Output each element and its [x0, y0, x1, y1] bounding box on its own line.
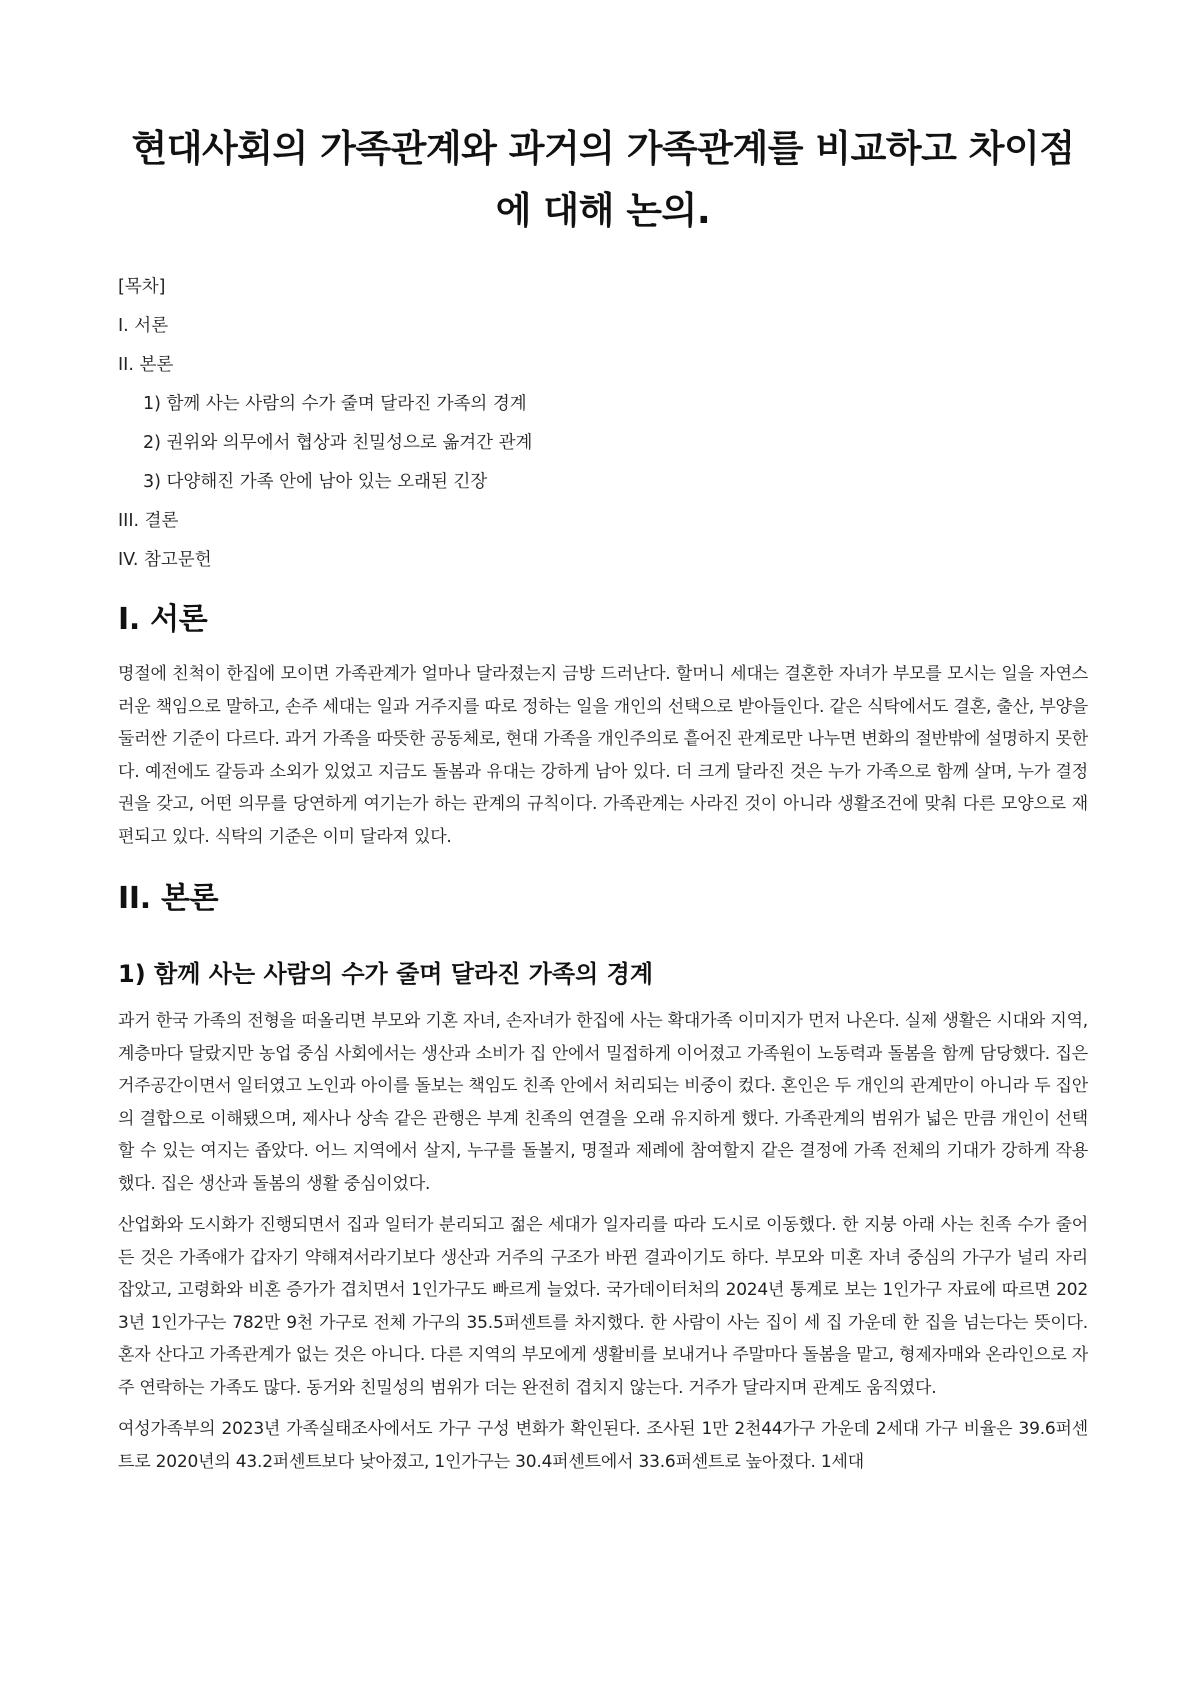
toc-item: III. 결론 [118, 511, 179, 531]
toc-item: IV. 참고문헌 [118, 550, 212, 570]
section-heading-introduction: I. 서론 [118, 602, 208, 637]
toc-heading: [목차] [118, 277, 166, 297]
toc-subitem: 3) 다양해진 가족 안에 남아 있는 오래된 긴장 [143, 472, 488, 492]
body-paragraph: 과거 한국 가족의 전형을 떠올리면 부모와 기혼 자녀, 손자녀가 한집에 사는 확대가족 이미지가 먼저 나온다. 실제 생활은 시대와 지역, 계층마다 달랐지만 농업 중심 사회에서는 생산과 소비가 집 안에서 밀접하게 이어졌고 가족원이 노동력과 돌봄을 함께 담당했다. 집은 거주공간이면서 일터였고 노인과 아이를 돌보는 책임도 친족 안에서 처리되는 비중이 컸다. 혼인은 두 개인의 관계만이 아니라 두 집안의 결합으로 이해됐으며, 제사나 상속 같은 관행은 부계 친족의 연결을 오래 유지하게 했다. 가족관계의 범위가 넓은 만큼 개인이 선택할 수 있는 여지는 좁았다. 어느 지역에서 살지, 누구를 돌볼지, 명절과 제례에 참여할지 같은 결정에 가족 전체의 기대가 강하게 작용했다. 집은 생산과 돌봄의 생활 중심이었다. [118, 1011, 1088, 1194]
body-paragraph: 산업화와 도시화가 진행되면서 집과 일터가 분리되고 젊은 세대가 일자리를 따라 도시로 이동했다. 한 지붕 아래 사는 친족 수가 줄어든 것은 가족애가 갑자기 약해져서라기보다 생산과 거주의 구조가 바뀐 결과이기도 하다. 부모와 미혼 자녀 중심의 가구가 널리 자리 잡았고, 고령화와 비혼 증가가 겹치면서 1인가구도 빠르게 늘었다. 국가데이터처의 2024년 통계로 보는 1인가구 자료에 따르면 2023년 1인가구는 782만 9천 가구로 전체 가구의 35.5퍼센트를 차지했다. 한 사람이 사는 집이 세 집 가운데 한 집을 넘는다는 뜻이다. 혼자 산다고 가족관계가 없는 것은 아니다. 다른 지역의 부모에게 생활비를 보내거나 주말마다 돌봄을 맡고, 형제자매와 온라인으로 자주 연락하는 가족도 많다. 동거와 친밀성의 범위가 더는 완전히 겹치지 않는다. 거주가 달라지며 관계도 움직였다. [118, 1215, 1088, 1398]
table-of-contents [118, 276, 1088, 572]
toc-subitem: 1) 함께 사는 사람의 수가 줄며 달라진 가족의 경계 [143, 394, 527, 414]
section-heading-body: II. 본론 [118, 881, 219, 916]
toc-item: I. 서론 [118, 316, 169, 336]
document-title: 현대사회의 가족관계와 과거의 가족관계를 비교하고 차이점에 대해 논의. [131, 127, 1075, 232]
toc-item: II. 본론 [118, 355, 174, 375]
body-paragraph: 여성가족부의 2023년 가족실태조사에서도 가구 구성 변화가 확인된다. 조사된 1만 2천44가구 가운데 2세대 가구 비율은 39.6퍼센트로 2020년의 43.2퍼센트보다 낮아졌고, 1인가구는 30.4퍼센트에서 33.6퍼센트로 높아졌다. 1세대 [118, 1419, 1088, 1472]
toc-subitem: 2) 권위와 의무에서 협상과 친밀성으로 옮겨간 관계 [143, 433, 533, 453]
introduction-paragraph: 명절에 친척이 한집에 모이면 가족관계가 얼마나 달라졌는지 금방 드러난다. 할머니 세대는 결혼한 자녀가 부모를 모시는 일을 자연스러운 책임으로 말하고, 손주 세대는 일과 거주지를 따로 정하는 일을 개인의 선택으로 받아들인다. 같은 식탁에서도 결혼, 출산, 부양을 둘러싼 기준이 다르다. 과거 가족을 따뜻한 공동체로, 현대 가족을 개인주의로 흩어진 관계로만 나누면 변화의 절반밖에 설명하지 못한다. 예전에도 갈등과 소외가 있었고 지금도 돌봄과 유대는 강하게 남아 있다. 더 크게 달라진 것은 누가 가족으로 함께 살며, 누가 결정권을 갖고, 어떤 의무를 당연하게 여기는가 하는 관계의 규칙이다. 가족관계는 사라진 것이 아니라 생활조건에 맞춰 다른 모양으로 재편되고 있다. 식탁의 기준은 이미 달라져 있다. [118, 664, 1088, 847]
subsection-heading-1: 1) 함께 사는 사람의 수가 줄며 달라진 가족의 경계 [118, 960, 654, 988]
